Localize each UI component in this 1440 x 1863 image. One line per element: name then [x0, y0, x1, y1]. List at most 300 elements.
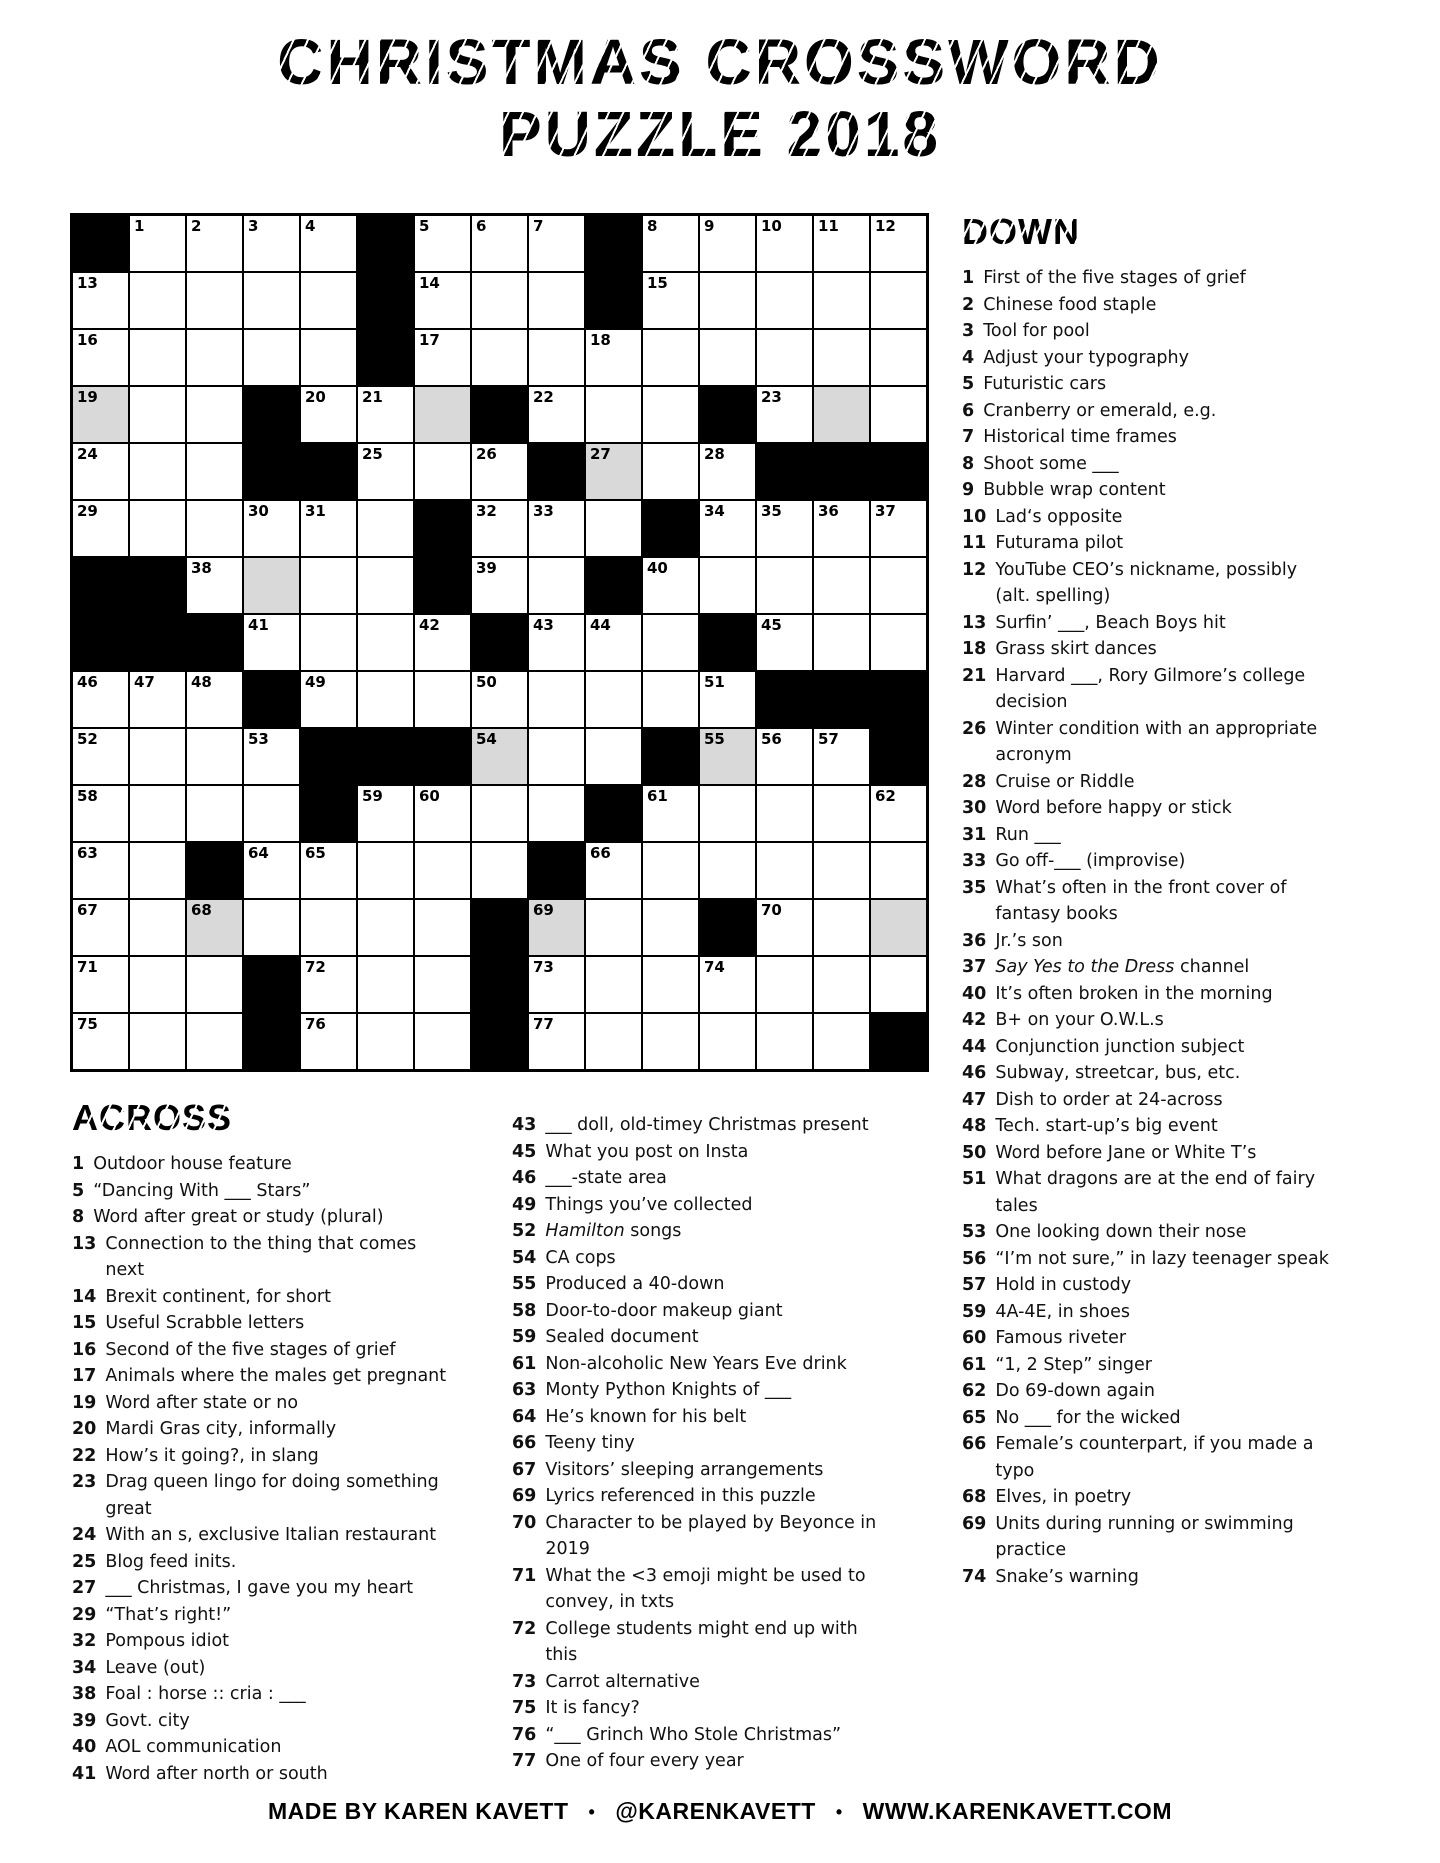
grid-cell[interactable]: [871, 330, 926, 385]
grid-cell[interactable]: [700, 786, 755, 841]
cell-number: 52: [77, 730, 98, 748]
clue-number: 1: [72, 1154, 85, 1174]
cell-number: 9: [704, 217, 715, 235]
grid-cell[interactable]: [130, 273, 185, 328]
grid-cell[interactable]: [586, 729, 641, 784]
grid-cell-42[interactable]: [415, 615, 470, 670]
grid-cell[interactable]: [472, 786, 527, 841]
grid-cell[interactable]: [700, 843, 755, 898]
cell-number: 28: [704, 445, 725, 463]
grid-cell[interactable]: [187, 273, 242, 328]
clue-text: Grass skirt dances: [995, 639, 1157, 659]
grid-cell-31[interactable]: [301, 501, 356, 556]
cell-number: 21: [362, 388, 383, 406]
clue-number: 64: [512, 1406, 537, 1427]
clue-item: [962, 1140, 1440, 1167]
grid-cell[interactable]: [187, 501, 242, 556]
grid-cell[interactable]: [814, 273, 869, 328]
grid-cell[interactable]: [757, 1014, 812, 1069]
black-cell: [358, 330, 413, 385]
cell-number: 56: [761, 730, 782, 748]
grid-cell[interactable]: [700, 273, 755, 328]
clue-item: [72, 1284, 514, 1311]
grid-cell[interactable]: [814, 900, 869, 955]
clue-number: 8: [72, 1207, 85, 1227]
grid-cell[interactable]: [358, 672, 413, 727]
grid-cell-9[interactable]: [700, 216, 755, 271]
clue-number: 23: [72, 1472, 97, 1492]
grid-cell-16[interactable]: [73, 330, 128, 385]
grid-cell-35[interactable]: [757, 501, 812, 556]
grid-cell[interactable]: [643, 387, 698, 442]
grid-cell-55[interactable]: [700, 729, 755, 784]
grid-cell[interactable]: [244, 786, 299, 841]
clue-number: 24: [72, 1525, 97, 1545]
clue-text: One of four every year: [545, 1751, 744, 1771]
cell-number: 6: [476, 217, 487, 235]
grid-cell-19[interactable]: [73, 387, 128, 442]
grid-cell-61[interactable]: [643, 786, 698, 841]
cell-number: 13: [77, 274, 98, 292]
clue-number: 2: [962, 294, 975, 315]
black-cell: [757, 444, 812, 499]
grid-cell[interactable]: [814, 615, 869, 670]
grid-cell[interactable]: [529, 672, 584, 727]
clue-item: [512, 1271, 964, 1298]
grid-cell[interactable]: [130, 786, 185, 841]
clue-item: [512, 1510, 964, 1563]
grid-cell[interactable]: [871, 615, 926, 670]
grid-cell-63[interactable]: [73, 843, 128, 898]
grid-cell[interactable]: [130, 330, 185, 385]
clue-item: [512, 1245, 964, 1272]
clue-number: 52: [512, 1221, 537, 1241]
grid-cell-52[interactable]: [73, 729, 128, 784]
grid-cell-64[interactable]: [244, 843, 299, 898]
clue-number: 66: [512, 1433, 537, 1453]
grid-cell[interactable]: [187, 387, 242, 442]
grid-cell[interactable]: [301, 330, 356, 385]
clue-text: Word before Jane or White T’s: [995, 1142, 1257, 1163]
grid-cell-76[interactable]: [301, 1014, 356, 1069]
grid-cell-4[interactable]: [301, 216, 356, 271]
grid-cell[interactable]: [187, 786, 242, 841]
grid-cell-11[interactable]: [814, 216, 869, 271]
clue-number: 40: [962, 983, 987, 1004]
grid-cell[interactable]: [643, 330, 698, 385]
grid-cell[interactable]: [700, 1014, 755, 1069]
grid-cell-34[interactable]: [700, 501, 755, 556]
grid-cell[interactable]: [814, 1014, 869, 1069]
cell-number: 19: [77, 388, 98, 406]
grid-cell[interactable]: [529, 273, 584, 328]
clue-text: How’s it going?, in slang: [105, 1445, 319, 1466]
grid-cell[interactable]: [358, 843, 413, 898]
clue-number: 13: [962, 612, 987, 633]
clue-number: 44: [962, 1036, 987, 1057]
clue-item: [72, 1443, 514, 1470]
grid-cell[interactable]: [814, 558, 869, 613]
grid-cell-54[interactable]: [472, 729, 527, 784]
grid-cell[interactable]: [757, 957, 812, 1012]
clue-item: [962, 398, 1440, 425]
clue-text: With an s, exclusive Italian restaurant: [105, 1525, 437, 1545]
grid-cell[interactable]: [643, 444, 698, 499]
grid-cell[interactable]: [472, 843, 527, 898]
grid-cell-10[interactable]: [757, 216, 812, 271]
grid-cell-72[interactable]: [301, 957, 356, 1012]
clue-item: [962, 716, 1440, 769]
grid-cell-51[interactable]: [700, 672, 755, 727]
grid-cell[interactable]: [871, 273, 926, 328]
grid-cell-58[interactable]: [73, 786, 128, 841]
grid-cell[interactable]: [472, 330, 527, 385]
clue-item: [72, 1151, 514, 1178]
clue-number: 1: [962, 268, 975, 288]
clue-text: Carrot alternative: [545, 1671, 700, 1692]
grid-cell-5[interactable]: [415, 216, 470, 271]
grid-cell[interactable]: [187, 729, 242, 784]
grid-cell-67[interactable]: [73, 900, 128, 955]
grid-cell[interactable]: [301, 615, 356, 670]
clue-text: Brexit continent, for short: [105, 1286, 331, 1307]
clue-number: 65: [962, 1407, 987, 1428]
grid-cell-36[interactable]: [814, 501, 869, 556]
grid-cell[interactable]: [358, 1014, 413, 1069]
grid-cell[interactable]: [757, 273, 812, 328]
grid-cell[interactable]: [814, 330, 869, 385]
grid-cell-74[interactable]: [700, 957, 755, 1012]
grid-cell-27[interactable]: [586, 444, 641, 499]
grid-cell[interactable]: [130, 501, 185, 556]
cell-number: 4: [305, 217, 316, 235]
grid-cell-30[interactable]: [244, 501, 299, 556]
clue-number: 75: [512, 1698, 537, 1718]
grid-cell[interactable]: [700, 558, 755, 613]
clue-number: 22: [72, 1445, 97, 1466]
cell-number: 55: [704, 730, 725, 748]
grid-cell-75[interactable]: [73, 1014, 128, 1069]
grid-cell[interactable]: [643, 1014, 698, 1069]
grid-cell[interactable]: [871, 957, 926, 1012]
clue-number: 25: [72, 1551, 97, 1572]
grid-cell[interactable]: [301, 273, 356, 328]
grid-cell-26[interactable]: [472, 444, 527, 499]
clue-item: [962, 1405, 1440, 1432]
grid-cell-8[interactable]: [643, 216, 698, 271]
clue-text: Word before happy or stick: [995, 798, 1232, 818]
clue-number: 58: [512, 1300, 537, 1321]
grid-cell-46[interactable]: [73, 672, 128, 727]
clue-item: [72, 1549, 514, 1576]
grid-cell[interactable]: [358, 900, 413, 955]
grid-cell-41[interactable]: [244, 615, 299, 670]
grid-cell[interactable]: [130, 900, 185, 955]
clue-text: College students might end up with this: [545, 1618, 858, 1665]
clue-number: 14: [72, 1286, 97, 1307]
grid-cell-66[interactable]: [586, 843, 641, 898]
grid-cell[interactable]: [244, 273, 299, 328]
grid-cell-1[interactable]: [130, 216, 185, 271]
grid-cell[interactable]: [187, 330, 242, 385]
grid-cell[interactable]: [757, 843, 812, 898]
grid-cell-17[interactable]: [415, 330, 470, 385]
grid-cell-39[interactable]: [472, 558, 527, 613]
clue-item: [512, 1139, 964, 1166]
clue-text: Shoot some ___: [983, 453, 1119, 474]
clue-text: No ___ for the wicked: [995, 1407, 1181, 1428]
grid-cell[interactable]: [757, 786, 812, 841]
cell-number: 65: [305, 844, 326, 862]
grid-cell[interactable]: [757, 558, 812, 613]
grid-cell-23[interactable]: [757, 387, 812, 442]
grid-cell[interactable]: [358, 558, 413, 613]
grid-cell[interactable]: [415, 843, 470, 898]
clue-item: [962, 1352, 1440, 1379]
black-cell: [415, 501, 470, 556]
grid-cell-32[interactable]: [472, 501, 527, 556]
clue-text: Hold in custody: [995, 1275, 1132, 1295]
clue-item: [962, 1484, 1440, 1511]
grid-cell-57[interactable]: [814, 729, 869, 784]
clue-number: 37: [962, 957, 987, 977]
grid-cell[interactable]: [586, 387, 641, 442]
grid-cell-6[interactable]: [472, 216, 527, 271]
black-cell: [586, 558, 641, 613]
grid-cell-60[interactable]: [415, 786, 470, 841]
clue-item: [512, 1377, 964, 1404]
black-cell: [472, 387, 527, 442]
grid-cell[interactable]: [814, 387, 869, 442]
clue-number: 74: [962, 1566, 987, 1587]
clue-text: ___ Christmas, I gave you my heart: [105, 1578, 414, 1598]
grid-cell[interactable]: [187, 1014, 242, 1069]
grid-cell-38[interactable]: [187, 558, 242, 613]
grid-cell-59[interactable]: [358, 786, 413, 841]
clue-number: 16: [72, 1339, 97, 1360]
black-cell: [244, 1014, 299, 1069]
grid-cell[interactable]: [814, 786, 869, 841]
grid-cell-45[interactable]: [757, 615, 812, 670]
grid-cell[interactable]: [643, 615, 698, 670]
grid-cell-62[interactable]: [871, 786, 926, 841]
clue-text: Jr.’s son: [995, 930, 1063, 951]
grid-cell[interactable]: [358, 615, 413, 670]
grid-cell[interactable]: [187, 444, 242, 499]
black-cell: [187, 843, 242, 898]
grid-cell[interactable]: [700, 330, 755, 385]
grid-cell[interactable]: [358, 957, 413, 1012]
grid-cell[interactable]: [871, 558, 926, 613]
clue-item: [512, 1695, 964, 1722]
clue-text: Adjust your typography: [983, 347, 1189, 368]
grid-cell-25[interactable]: [358, 444, 413, 499]
grid-cell[interactable]: [871, 843, 926, 898]
clue-number: 76: [512, 1724, 537, 1745]
grid-cell[interactable]: [415, 957, 470, 1012]
grid-cell[interactable]: [643, 900, 698, 955]
clue-item: [72, 1204, 514, 1231]
grid-cell[interactable]: [472, 273, 527, 328]
grid-cell[interactable]: [415, 387, 470, 442]
clue-item: [72, 1734, 514, 1761]
grid-cell-44[interactable]: [586, 615, 641, 670]
grid-cell[interactable]: [529, 558, 584, 613]
clue-number: 66: [962, 1434, 987, 1454]
clue-number: 31: [962, 824, 987, 845]
grid-cell[interactable]: [586, 672, 641, 727]
grid-cell-71[interactable]: [73, 957, 128, 1012]
grid-cell-65[interactable]: [301, 843, 356, 898]
clue-item: [962, 1299, 1440, 1326]
grid-cell[interactable]: [301, 900, 356, 955]
grid-cell-18[interactable]: [586, 330, 641, 385]
grid-cell[interactable]: [244, 558, 299, 613]
cell-number: 40: [647, 559, 668, 577]
cell-number: 67: [77, 901, 98, 919]
grid-cell-33[interactable]: [529, 501, 584, 556]
cell-number: 76: [305, 1015, 326, 1033]
grid-cell-40[interactable]: [643, 558, 698, 613]
black-cell: [586, 273, 641, 328]
clue-text: He’s known for his belt: [545, 1406, 747, 1427]
footer-made-by: MADE BY KAREN KAVETT: [268, 1798, 569, 1824]
grid-cell[interactable]: [358, 501, 413, 556]
clue-item: [72, 1655, 514, 1682]
grid-cell-21[interactable]: [358, 387, 413, 442]
grid-cell[interactable]: [529, 729, 584, 784]
cell-number: 11: [818, 217, 839, 235]
grid-cell[interactable]: [586, 900, 641, 955]
grid-cell[interactable]: [415, 900, 470, 955]
grid-cell-70[interactable]: [757, 900, 812, 955]
grid-cell-73[interactable]: [529, 957, 584, 1012]
grid-cell[interactable]: [415, 672, 470, 727]
clue-text: Futurama pilot: [995, 533, 1124, 553]
grid-cell-53[interactable]: [244, 729, 299, 784]
grid-cell[interactable]: [130, 957, 185, 1012]
grid-cell[interactable]: [586, 957, 641, 1012]
clue-text: Cruise or Riddle: [995, 771, 1135, 792]
grid-cell[interactable]: [757, 330, 812, 385]
grid-cell-49[interactable]: [301, 672, 356, 727]
clue-text: “That’s right!”: [105, 1604, 232, 1625]
black-cell: [529, 843, 584, 898]
grid-cell[interactable]: [244, 900, 299, 955]
black-cell: [700, 615, 755, 670]
clue-number: 10: [962, 506, 987, 527]
cell-number: 51: [704, 673, 725, 691]
grid-cell-29[interactable]: [73, 501, 128, 556]
grid-cell-12[interactable]: [871, 216, 926, 271]
grid-cell[interactable]: [643, 843, 698, 898]
grid-cell-24[interactable]: [73, 444, 128, 499]
grid-cell-14[interactable]: [415, 273, 470, 328]
grid-cell[interactable]: [586, 501, 641, 556]
grid-cell[interactable]: [130, 1014, 185, 1069]
grid-cell[interactable]: [643, 672, 698, 727]
grid-cell-68[interactable]: [187, 900, 242, 955]
black-cell: [73, 558, 128, 613]
grid-cell[interactable]: [415, 1014, 470, 1069]
grid-cell[interactable]: [529, 330, 584, 385]
clue-text: Lyrics referenced in this puzzle: [545, 1486, 816, 1506]
grid-cell[interactable]: [130, 729, 185, 784]
grid-cell[interactable]: [301, 558, 356, 613]
grid-cell-48[interactable]: [187, 672, 242, 727]
grid-cell-50[interactable]: [472, 672, 527, 727]
grid-cell-77[interactable]: [529, 1014, 584, 1069]
grid-cell-37[interactable]: [871, 501, 926, 556]
cell-number: 64: [248, 844, 269, 862]
grid-cell[interactable]: [130, 444, 185, 499]
grid-cell[interactable]: [130, 843, 185, 898]
clue-number: 27: [72, 1578, 97, 1598]
grid-cell-69[interactable]: [529, 900, 584, 955]
clue-item: [962, 875, 1440, 928]
grid-cell[interactable]: [643, 957, 698, 1012]
black-cell: [130, 615, 185, 670]
clue-text: YouTube CEO’s nickname, possibly (alt. spelling): [995, 559, 1298, 606]
grid-cell-15[interactable]: [643, 273, 698, 328]
grid-cell[interactable]: [415, 444, 470, 499]
cell-number: 71: [77, 958, 98, 976]
clue-item: [962, 822, 1440, 849]
grid-cell[interactable]: [871, 900, 926, 955]
grid-cell-20[interactable]: [301, 387, 356, 442]
clue-item: [512, 1298, 964, 1325]
grid-cell[interactable]: [130, 387, 185, 442]
grid-cell[interactable]: [814, 843, 869, 898]
cell-number: 62: [875, 787, 896, 805]
footer-separator: •: [588, 1802, 596, 1823]
grid-cell-2[interactable]: [187, 216, 242, 271]
black-cell: [472, 615, 527, 670]
clue-item: [72, 1602, 514, 1629]
grid-cell[interactable]: [871, 387, 926, 442]
clue-item: [962, 477, 1440, 504]
clue-item: [962, 663, 1440, 716]
clue-item: [962, 1246, 1440, 1273]
grid-cell-13[interactable]: [73, 273, 128, 328]
grid-cell-47[interactable]: [130, 672, 185, 727]
grid-cell-28[interactable]: [700, 444, 755, 499]
clue-number: 5: [962, 374, 975, 394]
grid-cell-56[interactable]: [757, 729, 812, 784]
footer: [0, 1798, 1440, 1825]
grid-cell-7[interactable]: [529, 216, 584, 271]
clue-item: [512, 1351, 964, 1378]
grid-cell[interactable]: [187, 957, 242, 1012]
grid-cell-22[interactable]: [529, 387, 584, 442]
clue-number: 11: [962, 533, 987, 553]
clue-item: [962, 504, 1440, 531]
grid-cell-43[interactable]: [529, 615, 584, 670]
grid-cell[interactable]: [529, 786, 584, 841]
clue-number: 32: [72, 1631, 97, 1651]
grid-cell[interactable]: [586, 1014, 641, 1069]
grid-cell-3[interactable]: [244, 216, 299, 271]
clue-text: Word after great or study (plural): [93, 1207, 384, 1227]
cell-number: 3: [248, 217, 259, 235]
title-line-1: CHRISTMAS CROSSWORD: [0, 26, 1440, 98]
grid-cell[interactable]: [244, 330, 299, 385]
cell-number: 63: [77, 844, 98, 862]
clue-number: 43: [512, 1115, 537, 1135]
clue-text: Hamilton songs: [545, 1221, 682, 1241]
grid-cell[interactable]: [814, 957, 869, 1012]
black-cell: [73, 615, 128, 670]
